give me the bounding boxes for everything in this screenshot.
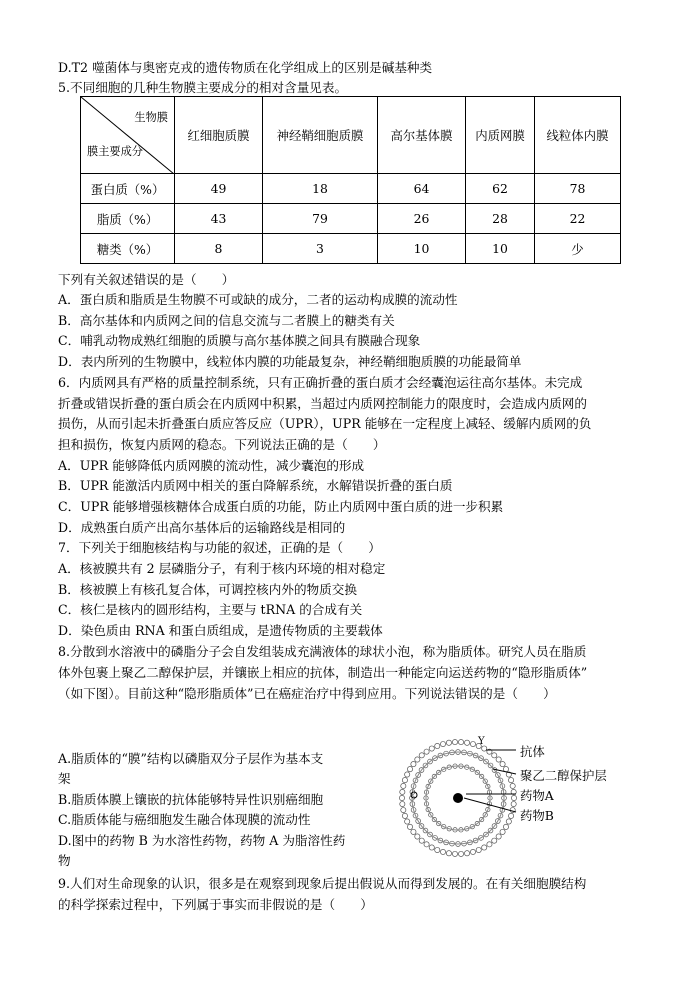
- question-5-option-c: C．哺乳动物成熟红细胞的质膜与高尔基体膜之间具有膜融合现象: [58, 333, 421, 348]
- row-label: 糖类（%）: [81, 234, 175, 264]
- phospholipid-head: [508, 813, 513, 818]
- question-5-stem: 下列有关叙述错误的是（ ）: [58, 272, 235, 287]
- table-cell: 28: [466, 204, 535, 234]
- phospholipid-head: [511, 795, 516, 800]
- question-7-option-d: D．染色质由 RNA 和蛋白质组成，是遗传物质的主要载体: [58, 623, 383, 638]
- question-8-option-d: D.图中的药物 B 为水溶性药物，药物 A 为脂溶性药: [58, 833, 346, 848]
- phospholipid-head: [452, 851, 457, 856]
- question-5-option-b: B．高尔基体和内质网之间的信息交流与二者膜上的糖类有关: [58, 313, 395, 328]
- option-d-previous: D.T2 噬菌体与奥密克戎的遗传物质在化学组成上的区别是碱基种类: [58, 60, 433, 75]
- table-row: [81, 174, 621, 204]
- phospholipid-head: [419, 838, 424, 843]
- corner-label-component: 膜主要成分: [87, 145, 143, 158]
- phospholipid-head: [405, 819, 410, 824]
- row-label: 蛋白质（%）: [81, 174, 175, 204]
- phospholipid-head: [458, 739, 463, 744]
- phospholipid-head: [464, 851, 469, 856]
- phospholipid-head: [400, 801, 405, 806]
- question-7-option-c: C．核仁是核内的圆形结构，主要与 tRNA 的合成有关: [58, 602, 363, 617]
- phospholipid-head: [402, 778, 407, 783]
- question-8-line-3: （如下图）。目前这种“隐形脂质体”已在癌症治疗中得到应用。下列说法错误的是（ ）: [58, 686, 556, 701]
- phospholipid-head: [415, 834, 420, 839]
- question-9-line-2: 的科学探索过程中，下列属于事实而非假说的是（ ）: [58, 897, 373, 912]
- question-6-option-b: B．UPR 能激活内质网中相关的蛋白降解系统，水解错误折叠的蛋白质: [58, 478, 453, 493]
- table-row: [81, 204, 621, 234]
- question-7-option-a: A．核被膜共有 2 层磷脂分子，有利于核内环境的相对稳定: [58, 561, 386, 576]
- drug-b-dot: [453, 793, 463, 803]
- question-6-line-1: 6．内质网具有严格的质量控制系统，只有正确折叠的蛋白质才会经囊泡运往高尔基体。未完成: [58, 375, 583, 390]
- table-cell: 79: [263, 204, 378, 234]
- question-6-line-4: 担和损伤，恢复内质网的稳态。下列说法正确的是（ ）: [58, 437, 386, 452]
- phospholipid-head: [487, 842, 492, 847]
- question-6-option-c: C．UPR 能够增强核糖体合成蛋白质的功能，防止内质网中蛋白质的进一步积累: [58, 499, 504, 514]
- phospholipid-head: [435, 743, 440, 748]
- column-header: 红细胞质膜: [175, 97, 263, 174]
- phospholipid-head: [435, 847, 440, 852]
- phospholipid-head: [400, 789, 405, 794]
- table-cell: 49: [175, 174, 263, 204]
- question-6-option-d: D．成熟蛋白质产出高尔基体后的运输路线是相同的: [58, 520, 346, 535]
- question-7: 7．下列关于细胞核结构与功能的叙述，正确的是（ ）: [58, 540, 381, 555]
- phospholipid-head: [405, 772, 410, 777]
- question-8-option-a: A.脂质体的“膜”结构以磷脂双分子层作为基本支: [58, 751, 324, 766]
- row-label: 脂质（%）: [81, 204, 175, 234]
- phospholipid-head: [446, 851, 451, 856]
- table-cell: 26: [378, 204, 466, 234]
- phospholipid-head: [508, 778, 513, 783]
- phospholipid-head: [470, 741, 475, 746]
- corner-label-membrane: 生物膜: [134, 111, 168, 124]
- question-7-option-b: B．核被膜上有核孔复合体，可调控核内外的物质交换: [58, 582, 357, 597]
- question-6-line-2: 折叠或错误折叠的蛋白质会在内质网中积累，当超过内质网控制能力的限度时，会造成内质网的: [58, 396, 587, 411]
- label-drug-b: 药物B: [520, 808, 554, 823]
- question-9-line-1: 9.人们对生命现象的认识，很多是在观察到现象后提出假说从而得到发展的。在有关细胞膜结构: [58, 876, 587, 891]
- phospholipid-head: [510, 783, 515, 788]
- phospholipid-head: [452, 739, 457, 744]
- table-cell: 62: [466, 174, 535, 204]
- question-8-option-b: B.脂质体膜上镶嵌的抗体能够特异性识别癌细胞: [58, 792, 324, 807]
- membrane-composition-table: [80, 96, 621, 264]
- phospholipid-head: [440, 849, 445, 854]
- phospholipid-head: [429, 746, 434, 751]
- column-header: 内质网膜: [466, 97, 535, 174]
- phospholipid-head: [492, 753, 497, 758]
- table-cell: 64: [378, 174, 466, 204]
- phospholipid-head: [446, 740, 451, 745]
- phospholipid-head: [500, 762, 505, 767]
- question-8-line-1: 8.分散到水溶液中的磷脂分子会自发组装成充满液体的球状小泡，称为脂质体。研究人员在脂质: [58, 644, 587, 659]
- table-cell: 10: [378, 234, 466, 264]
- question-5-option-d: D．表内所列的生物膜中，线粒体内膜的功能最复杂，神经鞘细胞质膜的功能最简单: [58, 354, 522, 369]
- label-peg-layer: 聚乙二醇保护层: [520, 768, 607, 783]
- question-8-option-d-cont: 物: [58, 853, 71, 868]
- phospholipid-head: [482, 845, 487, 850]
- phospholipid-head: [407, 824, 412, 829]
- question-8-option-a-cont: 架: [58, 771, 71, 786]
- phospholipid-head: [411, 829, 416, 834]
- table-cell: 少: [535, 234, 621, 264]
- phospholipid-head: [496, 834, 501, 839]
- phospholipid-head: [496, 757, 501, 762]
- phospholipid-head: [503, 824, 508, 829]
- phospholipid-head: [399, 795, 404, 800]
- antibody-icon: Y: [478, 736, 485, 747]
- phospholipid-head: [407, 767, 412, 772]
- column-header: 神经鞘细胞质膜: [263, 97, 378, 174]
- phospholipid-head: [500, 829, 505, 834]
- phospholipid-head: [402, 813, 407, 818]
- question-5-option-a: A．蛋白质和脂质是生物膜不可或缺的成分，二者的运动构成膜的流动性: [58, 292, 458, 307]
- phospholipid-head: [411, 762, 416, 767]
- phospholipid-head: [511, 801, 516, 806]
- table-cell: 18: [263, 174, 378, 204]
- phospholipid-head: [415, 757, 420, 762]
- column-header: 高尔基体膜: [378, 97, 466, 174]
- table-cell: 10: [466, 234, 535, 264]
- phospholipid-head: [401, 807, 406, 812]
- table-cell: 22: [535, 204, 621, 234]
- label-antibody: 抗体: [520, 744, 545, 759]
- question-5: 5.不同细胞的几种生物膜主要成分的相对含量见表。: [58, 80, 348, 95]
- phospholipid-head: [424, 749, 429, 754]
- phospholipid-head: [429, 845, 434, 850]
- phospholipid-head: [401, 783, 406, 788]
- table-row: [81, 234, 621, 264]
- table-cell: 8: [175, 234, 263, 264]
- label-drug-a: 药物A: [520, 788, 554, 803]
- column-header: 线粒体内膜: [535, 97, 621, 174]
- table-cell: 78: [535, 174, 621, 204]
- question-6-line-3: 损伤，从而引起未折叠蛋白质应答反应（UPR），UPR 能够在一定程度上减轻、缓解内质网的负: [58, 416, 592, 431]
- table-cell: 3: [263, 234, 378, 264]
- table-cell: 43: [175, 204, 263, 234]
- phospholipid-head: [440, 741, 445, 746]
- question-6-option-a: A．UPR 能够降低内质网膜的流动性，减少囊泡的形成: [58, 458, 365, 473]
- question-8-line-2: 体外包裹上聚乙二醇保护层，并镶嵌上相应的抗体，制造出一种能定向运送药物的“隐形脂质体”: [58, 665, 588, 680]
- phospholipid-head: [506, 819, 511, 824]
- phospholipid-head: [464, 740, 469, 745]
- phospholipid-head: [476, 847, 481, 852]
- phospholipid-head: [492, 838, 497, 843]
- phospholipid-head: [458, 851, 463, 856]
- phospholipid-head: [424, 842, 429, 847]
- question-8-option-c: C.脂质体能与癌细胞发生融合体现膜的流动性: [58, 812, 311, 827]
- phospholipid-head: [419, 753, 424, 758]
- phospholipid-head: [470, 849, 475, 854]
- table-corner-cell: [81, 97, 175, 174]
- liposome-figure: [398, 732, 668, 882]
